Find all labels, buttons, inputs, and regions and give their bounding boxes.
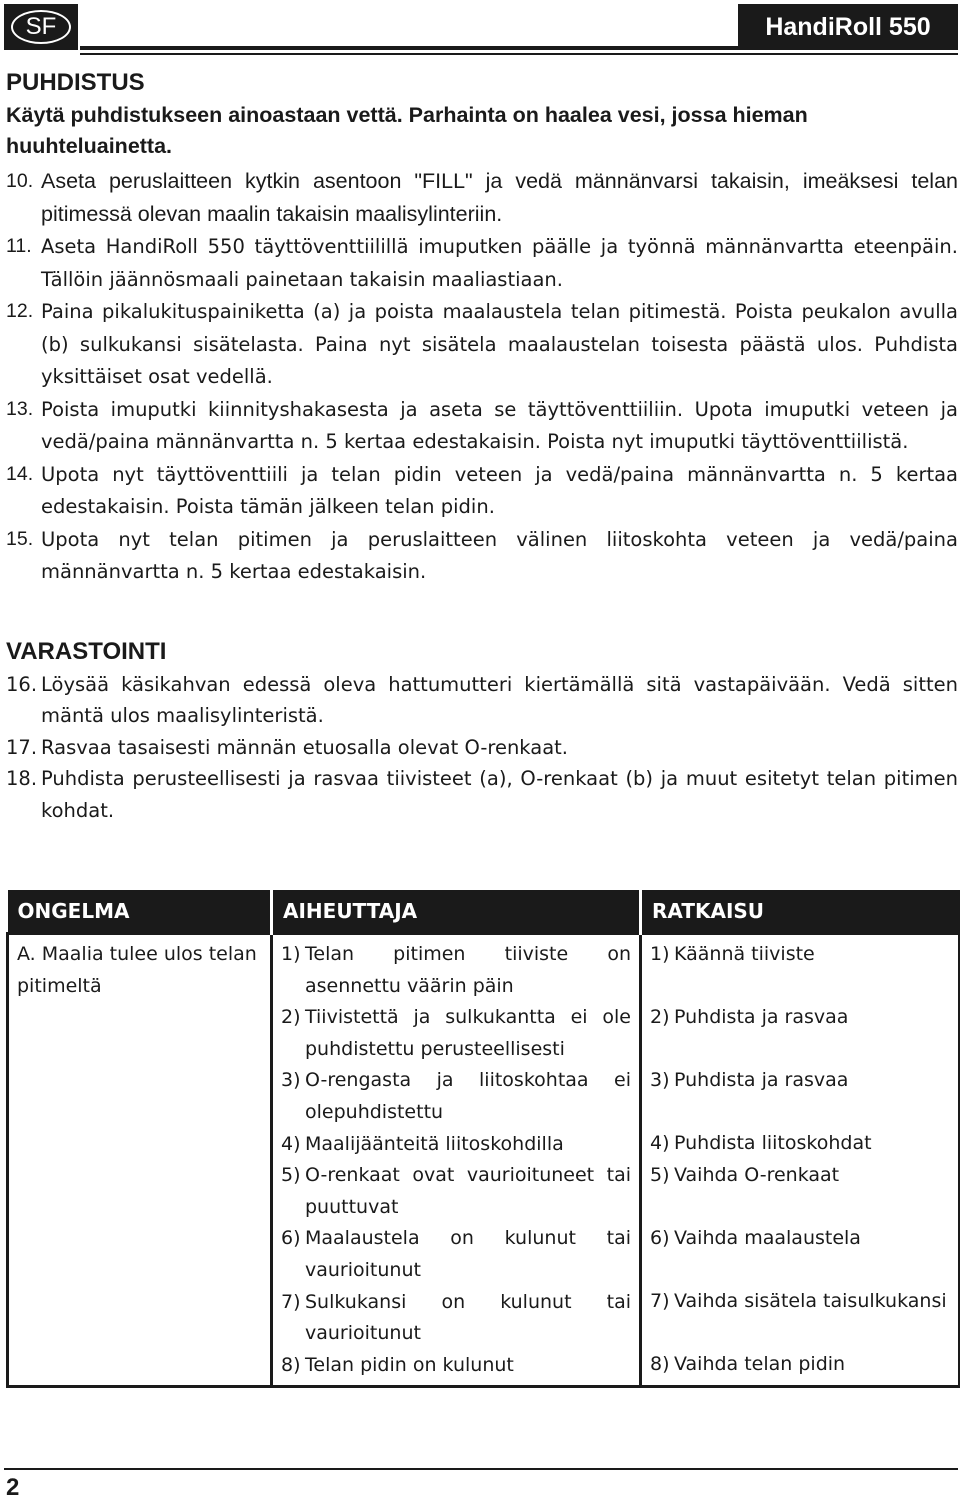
list-item xyxy=(650,1223,950,1286)
language-code: SF xyxy=(11,10,71,44)
list-item xyxy=(281,1129,631,1161)
solution-text: Vaihda sisätela taisulkukansi xyxy=(674,1289,947,1312)
cause-text: Telan pitimen tiiviste on asennettu väärin päin xyxy=(305,943,631,997)
step-number: 18. xyxy=(6,767,38,790)
solution-text: Vaihda telan pidin xyxy=(674,1352,846,1375)
cleaning-steps xyxy=(6,166,958,589)
solution-list xyxy=(650,939,950,1380)
item-number: 8) xyxy=(281,1353,301,1376)
list-item xyxy=(650,1160,950,1223)
item-number: 4) xyxy=(281,1132,301,1155)
cause-text: Telan pidin on kulunut xyxy=(305,1353,514,1376)
solution-text: Puhdista liitoskohdat xyxy=(674,1132,872,1154)
solution-cell xyxy=(641,934,960,1387)
list-item xyxy=(281,939,631,1002)
list-item xyxy=(281,1223,631,1286)
list-item xyxy=(281,1065,631,1128)
list-item xyxy=(6,763,958,826)
step-number: 17. xyxy=(6,735,38,759)
list-item xyxy=(6,459,958,524)
step-text: Paina pikalukituspainiketta (a) ja poista maalaustela telan pitimestä. Poista peukalon avulla (b) sulkukansi sisätelasta. Paina nyt sisätela maalaustelan toisesta päästä ulos. Puhdista yksittäiset osat vedellä. xyxy=(41,300,958,388)
cleaning-intro: Käytä puhdistukseen ainoastaan vettä. Parhainta on haalea vesi, jossa hieman huuhteluainetta. xyxy=(6,103,808,158)
cleaning-title: PUHDISTUS xyxy=(6,69,145,96)
cause-text: O-rengasta ja liitoskohtaa ei olepuhdistettu xyxy=(305,1069,631,1123)
language-badge xyxy=(4,4,78,50)
list-item xyxy=(650,1065,950,1128)
main-content xyxy=(6,66,958,826)
item-number: 1) xyxy=(281,943,301,965)
table-row xyxy=(8,934,960,1387)
item-number: 8) xyxy=(650,1352,670,1375)
step-number: 10. xyxy=(6,170,34,192)
cause-text: Maalijäänteitä liitoskohdilla xyxy=(305,1132,564,1155)
problem-cell: A. Maalia tulee ulos telan pitimeltä xyxy=(8,934,272,1387)
step-text: Upota nyt täyttöventtiili ja telan pidin veteen ja vedä/paina männänvartta n. 5 kertaa edestakaisin. Poista tämän jälkeen telan pidin. xyxy=(41,462,958,518)
product-name: HandiRoll 550 xyxy=(738,4,958,50)
item-number: 6) xyxy=(650,1226,670,1249)
cause-list xyxy=(281,939,631,1381)
storage-title: VARASTOINTI xyxy=(6,637,167,665)
step-text: Rasvaa tasaisesti männän etuosalla olevat O-renkaat. xyxy=(41,735,569,759)
item-number: 4) xyxy=(650,1132,670,1154)
list-item xyxy=(650,1286,950,1349)
item-number: 5) xyxy=(650,1163,670,1186)
header-problem: ONGELMA xyxy=(8,890,272,934)
step-number: 13. xyxy=(6,397,34,420)
solution-text: Vaihda O-renkaat xyxy=(674,1163,840,1186)
step-number: 11. xyxy=(6,235,32,257)
step-number: 12. xyxy=(6,300,34,322)
step-number: 14. xyxy=(6,462,34,485)
cause-text: Tiivistettä ja sulkukantta ei ole puhdistettu perusteellisesti xyxy=(305,1006,631,1060)
step-number: 15. xyxy=(6,527,34,550)
section-spacer xyxy=(6,589,958,635)
list-item xyxy=(650,1002,950,1065)
cause-text: Maalaustela on kulunut tai vaurioitunut xyxy=(305,1227,631,1281)
item-number: 3) xyxy=(281,1069,301,1092)
list-item xyxy=(281,1287,631,1350)
solution-text: Puhdista ja rasvaa xyxy=(674,1006,849,1028)
troubleshooting-table-wrap xyxy=(6,890,958,1388)
step-text: Puhdista perusteellisesti ja rasvaa tiivisteet (a), O-renkaat (b) ja muut esitetyt telan pitimen kohdat. xyxy=(41,767,958,822)
cause-text: O-renkaat ovat vaurioituneet tai puuttuvat xyxy=(305,1164,631,1218)
page-number: 2 xyxy=(6,1474,20,1501)
item-number: 2) xyxy=(281,1006,301,1029)
step-text: Aseta peruslaitteen kytkin asentoon "FILL" ja vedä männänvarsi takaisin, imeäksesi telan pitimessä olevan maalin takaisin maalisylinteriin. xyxy=(41,169,958,226)
item-number: 7) xyxy=(281,1290,301,1313)
item-number: 7) xyxy=(650,1289,670,1312)
item-number: 1) xyxy=(650,943,670,965)
cause-cell xyxy=(272,934,641,1387)
list-item xyxy=(281,1002,631,1065)
step-text: Löysää käsikahvan edessä oleva hattumutteri kiertämällä sitä vastapäivään. Vedä sitten mäntä ulos maalisylinteristä. xyxy=(41,672,958,727)
troubleshooting-table xyxy=(6,890,960,1388)
item-number: 2) xyxy=(650,1006,670,1028)
header-rule-thin xyxy=(80,53,958,55)
footer-rule xyxy=(4,1468,958,1470)
item-number: 6) xyxy=(281,1227,301,1250)
header-cause: AIHEUTTAJA xyxy=(272,890,641,934)
step-number: 16. xyxy=(6,672,38,696)
list-item xyxy=(281,1160,631,1223)
item-number: 5) xyxy=(281,1164,301,1187)
list-item xyxy=(6,524,958,589)
solution-text: Puhdista ja rasvaa xyxy=(674,1069,849,1091)
list-item xyxy=(6,394,958,459)
solution-text: Käännä tiiviste xyxy=(674,943,815,965)
step-text: Poista imuputki kiinnityshakasesta ja aseta se täyttöventtiiliin. Upota imuputki veteen ja vedä/paina männänvartta n. 5 kertaa edestakaisin. Poista nyt imuputki täyttöventtiilistä. xyxy=(41,397,958,453)
list-item xyxy=(650,939,950,1002)
step-text: Upota nyt telan pitimen ja peruslaitteen välinen liitoskohta veteen ja vedä/paina männänvartta n. 5 kertaa edestakaisin. xyxy=(41,527,958,583)
list-item xyxy=(6,732,958,764)
solution-text: Vaihda maalaustela xyxy=(674,1226,861,1249)
table-header-row xyxy=(8,890,960,934)
list-item xyxy=(6,669,958,732)
cause-text: Sulkukansi on kulunut tai vaurioitunut xyxy=(305,1290,631,1345)
item-number: 3) xyxy=(650,1069,670,1091)
list-item xyxy=(650,1349,950,1381)
list-item xyxy=(650,1128,950,1160)
header-solution: RATKAISU xyxy=(641,890,960,934)
page-header xyxy=(0,0,960,58)
list-item xyxy=(6,166,958,231)
storage-steps xyxy=(6,669,958,827)
list-item xyxy=(281,1350,631,1382)
list-item xyxy=(6,296,958,394)
list-item xyxy=(6,231,958,296)
step-text: Aseta HandiRoll 550 täyttöventtiilillä imuputken päälle ja työnnä männänvartta eteenpäin. Tällöin jäännösmaali painetaan takaisin maaliastiaan. xyxy=(41,235,958,291)
